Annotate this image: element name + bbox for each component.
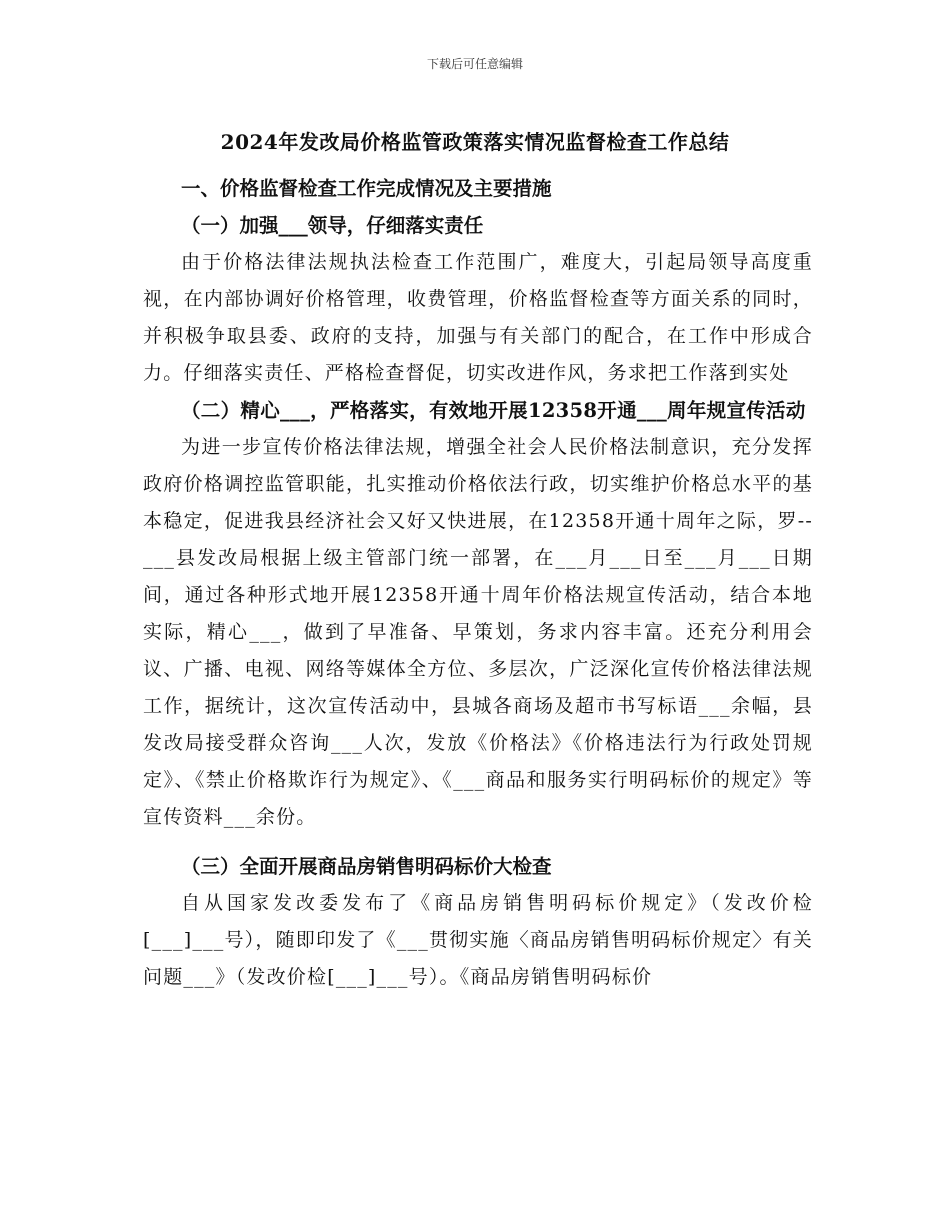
document-title: 2024年发改局价格监管政策落实情况监督检查工作总结 <box>220 130 730 154</box>
paragraph-3: 自从国家发改委发布了《商品房销售明码标价规定》（发改价检[___]___号），随即印发了《___贯彻实施〈商品房销售明码标价规定〉有关问题___》（发改价检[___]___号）。《商品房销售明码标价 <box>143 892 813 988</box>
paragraph-1: 由于价格法律法规执法检查工作范围广，难度大，引起局领导高度重视，在内部协调好价格管理，收费管理，价格监督检查等方面关系的同时，并积极争取县委、政府的支持，加强与有关部门的配合，在工作中形成合力。仔细落实责任、严格检查督促，切实改进作风，务求把工作落到实处 <box>143 251 813 384</box>
subsection-heading-2: （二）精心___，严格落实，有效地开展12358开通___周年规宣传活动 <box>181 399 806 422</box>
paragraph-2: 为进一步宣传价格法律法规，增强全社会人民价格法制意识，充分发挥政府价格调控监管职能，扎实推动价格依法行政，切实维护价格总水平的基本稳定，促进我县经济社会又好又快进展，在12358开通十周年之际，罗--___县发改局根据上级主管部门统一部署，在___月___日至___月___日期间，通过各种形式地开展12358开通十周年价格法规宣传活动，结合本地实际，精心___，做到了早准备、早策划，务求内容丰富。还充分利用会议、广播、电视、网络等媒体全方位、多层次，广泛深化宣传价格法律法规工作，据统计，这次宣传活动中，县城各商场及超市书写标语___余幅，县发改局接受群众咨询___人次，发放《价格法》《价格违法行为行政处罚规定》、《禁止价格欺诈行为规定》、《___商品和服务实行明码标价的规定》等宣传资料___余份。 <box>143 436 813 828</box>
document-body <box>143 170 813 996</box>
subsection-heading-3: （三）全面开展商品房销售明码标价大检查 <box>181 855 552 878</box>
header-note: 下载后可任意编辑 <box>426 57 523 71</box>
section-heading: 一、价格监督检查工作完成情况及主要措施 <box>181 177 552 200</box>
subsection-heading-1: （一）加强___领导，仔细落实责任 <box>181 214 484 237</box>
